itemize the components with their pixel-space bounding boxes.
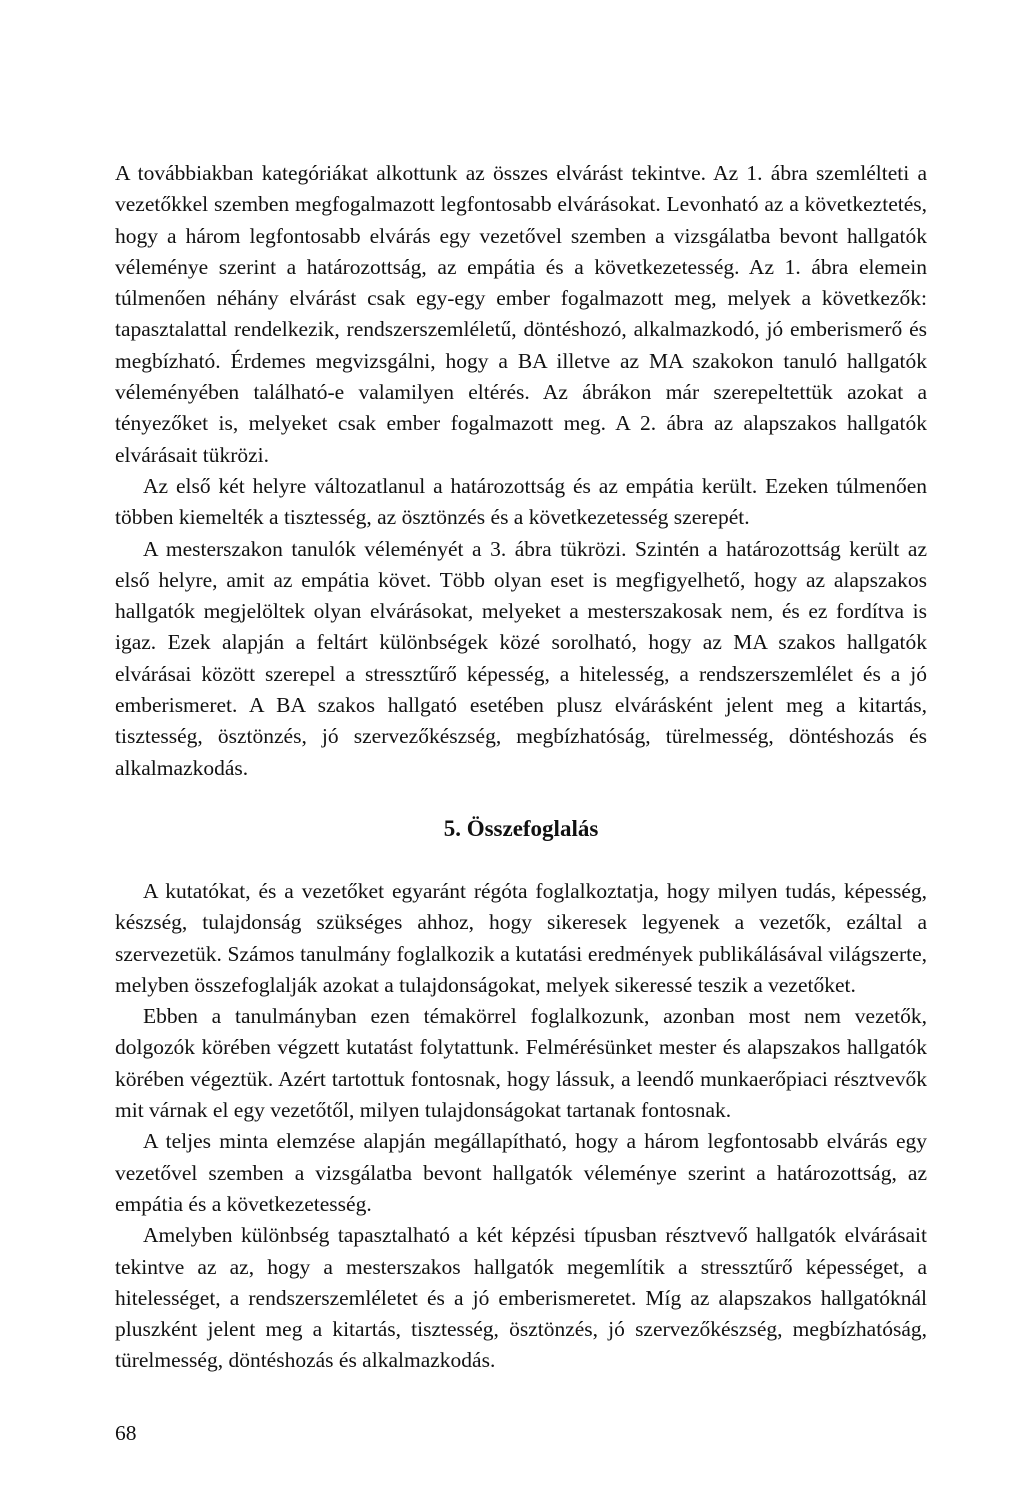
- body-paragraph: A mesterszakon tanulók véleményét a 3. ábra tükrözi. Szintén a határozottság került az első helyre, amit az empátia követ. Több olyan eset is megfigyelhető, hogy az alapszakos hallgatók megjelöltek olyan elvárásokat, melyeket a mesterszakosak nem, és ez fordítva is igaz. Ezek alapján a feltárt különbségek közé sorolható, hogy az MA szakos hallgatók elvárásai között szerepel a stressztűrő képesség, a hitelesség, a rendszerszemlélet és a jó emberismeret. A BA szakos hallgató esetében plusz elvárásként jelent meg a kitartás, tisztesség, ösztönzés, jó szervezőkészség, megbízhatóság, türelmesség, döntéshozás és alkalmazkodás.: [115, 536, 927, 780]
- body-paragraph: Az első két helyre változatlanul a határozottság és az empátia került. Ezeken túlmenően többen kiemelték a tisztesség, az ösztönzés és a következetesség szerepét.: [115, 473, 927, 530]
- body-paragraph: Ebben a tanulmányban ezen témakörrel foglalkozunk, azonban most nem vezetők, dolgozók körében végzett kutatást folytattunk. Felmérésünket mester és alapszakos hallgatók körében végeztük. Azért tartottuk fontosnak, hogy lássuk, a leendő munkaerőpiaci résztvevők mit várnak el egy vezetőtől, milyen tulajdonságokat tartanak fontosnak.: [115, 1004, 927, 1123]
- page-body: [115, 158, 927, 1377]
- body-paragraph: A továbbiakban kategóriákat alkottunk az összes elvárást tekintve. Az 1. ábra szemlélteti a vezetőkkel szemben megfogalmazott legfontosabb elvárásokat. Levonható az a következtetés, hogy a három legfontosabb elvárás egy vezetővel szemben a vizsgálatba bevont hallgatók véleménye szerint a határozottság, az empátia és a következetesség. Az 1. ábra elemein túlmenően néhány elvárást csak egy-egy ember fogalmazott meg, melyek a következők: tapasztalattal rendelkezik, rendszerszemléletű, döntéshozó, alkalmazkodó, jó emberismerő és megbízható. Érdemes megvizsgálni, hogy a BA illetve az MA szakokon tanuló hallgatók véleményében található-e valamilyen eltérés. Az ábrákon már szerepeltettük azokat a tényezőket is, melyeket csak ember fogalmazott meg. A 2. ábra az alapszakos hallgatók elvárásait tükrözi.: [115, 161, 927, 467]
- body-paragraph: A teljes minta elemzése alapján megállapítható, hogy a három legfontosabb elvárás egy vezetővel szemben a vizsgálatba bevont hallgatók véleménye szerint a határozottság, az empátia és a következetesség.: [115, 1129, 927, 1216]
- page-number: 68: [115, 1421, 137, 1445]
- section-heading: 5. Összefoglalás: [443, 815, 599, 841]
- body-paragraph: Amelyben különbség tapasztalható a két képzési típusban résztvevő hallgatók elvárásait tekintve az az, hogy a mesterszakos hallgatók megemlítik a stressztűrő képességet, a hitelességet, a rendszerszemléletet és a jó emberismeretet. Míg az alapszakos hallgatóknál pluszként jelent meg a kitartás, tisztesség, ösztönzés, jó szervezőkészség, megbízhatóság, türelmesség, döntéshozás és alkalmazkodás.: [115, 1223, 927, 1373]
- body-paragraph: A kutatókat, és a vezetőket egyaránt régóta foglalkoztatja, hogy milyen tudás, képesség, készség, tulajdonság szükséges ahhoz, hogy sikeresek legyenek a vezetők, ezáltal a szervezetük. Számos tanulmány foglalkozik a kutatási eredmények publikálásával világszerte, melyben összefoglalják azokat a tulajdonságokat, melyek sikeressé teszik a vezetőket.: [115, 878, 927, 997]
